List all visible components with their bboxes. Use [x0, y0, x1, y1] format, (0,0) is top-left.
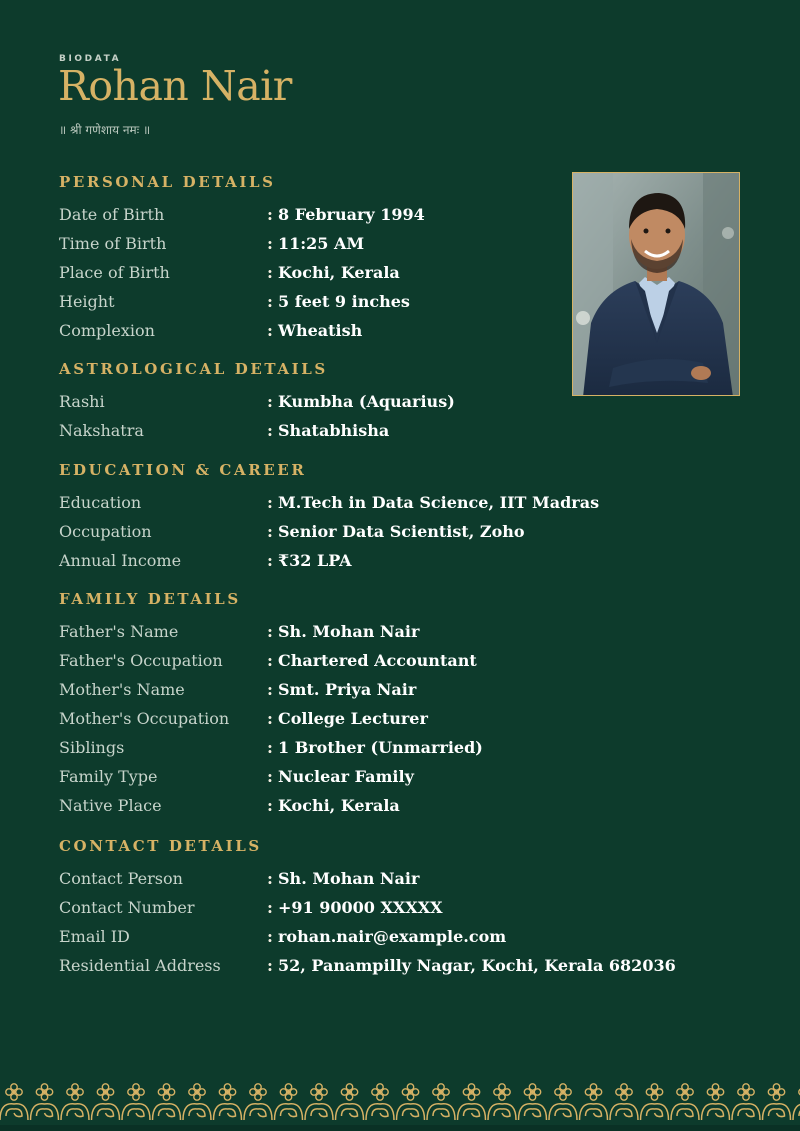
separator: : — [267, 292, 273, 311]
separator: : — [267, 709, 273, 728]
detail-value: M.Tech in Data Science, IIT Madras — [278, 493, 600, 512]
section-title-family: FAMILY DETAILS — [59, 590, 241, 608]
candidate-name: Rohan Nair — [58, 62, 292, 110]
flower-motif — [336, 1084, 364, 1120]
separator: : — [267, 956, 273, 975]
detail-value: Kochi, Kerala — [278, 796, 400, 815]
flower-motif — [183, 1084, 211, 1120]
border-baseline — [0, 1125, 800, 1131]
detail-label: Annual Income — [59, 551, 182, 570]
flower-motif — [610, 1084, 638, 1120]
flower-motif — [31, 1084, 59, 1120]
detail-value: rohan.nair@example.com — [278, 927, 507, 946]
portrait-photo — [572, 172, 740, 396]
detail-value: Senior Data Scientist, Zoho — [278, 522, 525, 541]
separator: : — [267, 493, 273, 512]
separator: : — [267, 767, 273, 786]
detail-label: Place of Birth — [59, 263, 170, 282]
flower-motif — [305, 1084, 333, 1120]
detail-label: Residential Address — [59, 956, 221, 975]
detail-label: Siblings — [59, 738, 125, 757]
detail-value: 1 Brother (Unmarried) — [278, 738, 483, 757]
section-title-astrological: ASTROLOGICAL DETAILS — [59, 360, 328, 378]
separator: : — [267, 205, 273, 224]
detail-value: 11:25 AM — [278, 234, 365, 253]
detail-value: Smt. Priya Nair — [278, 680, 417, 699]
section-title-contact: CONTACT DETAILS — [59, 837, 262, 855]
detail-label: Rashi — [59, 392, 105, 411]
separator: : — [267, 898, 273, 917]
flower-motif — [214, 1084, 242, 1120]
separator: : — [267, 522, 273, 541]
flower-motif — [732, 1084, 760, 1120]
flower-motif — [519, 1084, 547, 1120]
detail-value: +91 90000 XXXXX — [278, 898, 443, 917]
detail-value: Sh. Mohan Nair — [278, 869, 420, 888]
flower-motif — [641, 1084, 669, 1120]
flower-motif — [122, 1084, 150, 1120]
detail-label: Mother's Name — [59, 680, 185, 699]
detail-value: ₹32 LPA — [278, 551, 352, 570]
detail-label: Family Type — [59, 767, 158, 786]
portrait-illustration — [573, 173, 740, 396]
separator: : — [267, 622, 273, 641]
flower-motif — [427, 1084, 455, 1120]
detail-label: Email ID — [59, 927, 130, 946]
separator: : — [267, 680, 273, 699]
detail-label: Native Place — [59, 796, 162, 815]
detail-value: Chartered Accountant — [278, 651, 477, 670]
flower-motif — [0, 1084, 28, 1120]
flower-motif — [763, 1084, 791, 1120]
detail-label: Date of Birth — [59, 205, 165, 224]
detail-value: 8 February 1994 — [278, 205, 425, 224]
separator: : — [267, 321, 273, 340]
flower-motif — [92, 1084, 120, 1120]
flower-motif — [366, 1084, 394, 1120]
floral-border-icon — [0, 1080, 800, 1131]
detail-value: 52, Panampilly Nagar, Kochi, Kerala 682036 — [278, 956, 676, 975]
detail-label: Mother's Occupation — [59, 709, 230, 728]
flower-motif — [702, 1084, 730, 1120]
separator: : — [267, 392, 273, 411]
detail-label: Complexion — [59, 321, 155, 340]
flower-motif — [275, 1084, 303, 1120]
separator: : — [267, 263, 273, 282]
detail-value: Kumbha (Aquarius) — [278, 392, 455, 411]
flower-motif — [397, 1084, 425, 1120]
separator: : — [267, 738, 273, 757]
flower-motif — [580, 1084, 608, 1120]
detail-value: Nuclear Family — [278, 767, 414, 786]
flower-motif — [549, 1084, 577, 1120]
separator: : — [267, 869, 273, 888]
detail-label: Father's Name — [59, 622, 179, 641]
separator: : — [267, 927, 273, 946]
flower-motif — [153, 1084, 181, 1120]
detail-value: College Lecturer — [278, 709, 428, 728]
document-type-label: BIODATA — [59, 54, 122, 64]
detail-value: Wheatish — [278, 321, 363, 340]
separator: : — [267, 551, 273, 570]
detail-label: Time of Birth — [59, 234, 167, 253]
flower-motif — [458, 1084, 486, 1120]
flower-motif — [244, 1084, 272, 1120]
separator: : — [267, 796, 273, 815]
flower-motif — [61, 1084, 89, 1120]
flower-motif — [488, 1084, 516, 1120]
flower-motif — [793, 1084, 800, 1120]
detail-value: 5 feet 9 inches — [278, 292, 410, 311]
detail-label: Father's Occupation — [59, 651, 223, 670]
detail-label: Contact Number — [59, 898, 195, 917]
flower-motif — [671, 1084, 699, 1120]
detail-label: Education — [59, 493, 142, 512]
detail-value: Sh. Mohan Nair — [278, 622, 420, 641]
detail-label: Occupation — [59, 522, 152, 541]
detail-label: Height — [59, 292, 115, 311]
detail-label: Contact Person — [59, 869, 183, 888]
detail-value: Kochi, Kerala — [278, 263, 400, 282]
separator: : — [267, 234, 273, 253]
separator: : — [267, 651, 273, 670]
invocation-line: ॥ श्री गणेशाय नमः ॥ — [59, 123, 151, 137]
separator: : — [267, 421, 273, 440]
detail-value: Shatabhisha — [278, 421, 390, 440]
section-title-personal: PERSONAL DETAILS — [59, 173, 276, 191]
section-title-career: EDUCATION & CAREER — [59, 461, 307, 479]
detail-label: Nakshatra — [59, 421, 144, 440]
